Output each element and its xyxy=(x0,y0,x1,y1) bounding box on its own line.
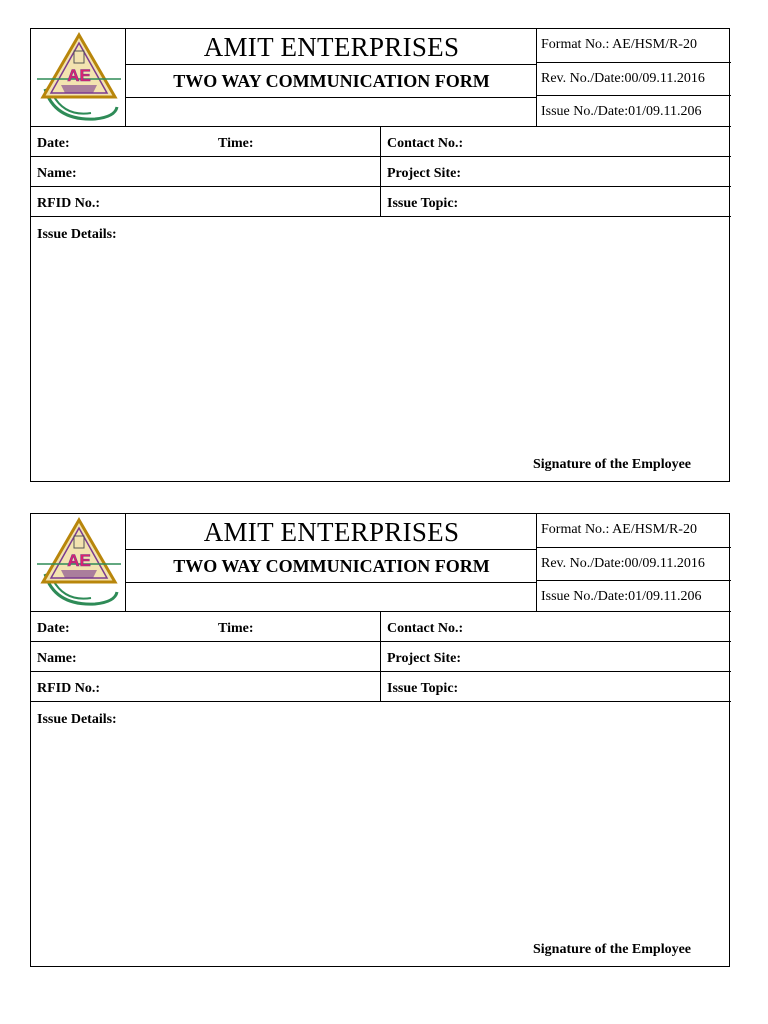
issue-topic-label: Issue Topic: xyxy=(387,681,459,696)
divider xyxy=(31,671,731,672)
logo-emblem-icon xyxy=(35,31,123,123)
form-title: TWO WAY COMMUNICATION FORM xyxy=(173,71,490,91)
rfid-label: RFID No.: xyxy=(37,681,100,696)
format-number: Format No.: AE/HSM/R-20 xyxy=(541,37,697,52)
divider xyxy=(31,156,731,157)
divider xyxy=(31,641,731,642)
employee-signature-label: Signature of the Employee xyxy=(533,457,692,472)
divider xyxy=(125,582,536,583)
date-label: Date: xyxy=(37,621,70,636)
time-label: Time: xyxy=(218,136,254,151)
divider xyxy=(31,186,731,187)
time-label: Time: xyxy=(218,621,254,636)
svg-text:AE: AE xyxy=(67,66,91,85)
project-site-label: Project Site: xyxy=(387,651,461,666)
issue-details-label: Issue Details: xyxy=(37,227,117,242)
name-label: Name: xyxy=(37,651,77,666)
employee-signature-label: Signature of the Employee xyxy=(533,942,692,957)
svg-text:AE: AE xyxy=(67,551,91,570)
divider xyxy=(536,95,731,96)
divider xyxy=(31,701,731,702)
divider xyxy=(380,126,381,216)
company-logo xyxy=(31,29,125,126)
issue-details-label: Issue Details: xyxy=(37,712,117,727)
logo-emblem-icon xyxy=(35,516,123,608)
communication-form-2 xyxy=(30,513,730,967)
name-label: Name: xyxy=(37,166,77,181)
revision-number: Rev. No./Date:00/09.11.2016 xyxy=(541,71,705,86)
form-title: TWO WAY COMMUNICATION FORM xyxy=(173,556,490,576)
project-site-label: Project Site: xyxy=(387,166,461,181)
contact-label: Contact No.: xyxy=(387,621,464,636)
issue-topic-label: Issue Topic: xyxy=(387,196,459,211)
communication-form-1 xyxy=(30,28,730,482)
issue-number: Issue No./Date:01/09.11.206 xyxy=(541,104,702,119)
contact-label: Contact No.: xyxy=(387,136,464,151)
format-number: Format No.: AE/HSM/R-20 xyxy=(541,522,697,537)
divider xyxy=(380,611,381,701)
divider xyxy=(536,547,731,548)
revision-number: Rev. No./Date:00/09.11.2016 xyxy=(541,556,705,571)
company-logo xyxy=(31,514,125,611)
rfid-label: RFID No.: xyxy=(37,196,100,211)
date-label: Date: xyxy=(37,136,70,151)
company-name: AMIT ENTERPRISES xyxy=(203,32,460,62)
company-name: AMIT ENTERPRISES xyxy=(203,517,460,547)
divider xyxy=(31,216,731,217)
issue-number: Issue No./Date:01/09.11.206 xyxy=(541,589,702,604)
divider xyxy=(125,97,536,98)
divider xyxy=(536,580,731,581)
divider xyxy=(536,62,731,63)
